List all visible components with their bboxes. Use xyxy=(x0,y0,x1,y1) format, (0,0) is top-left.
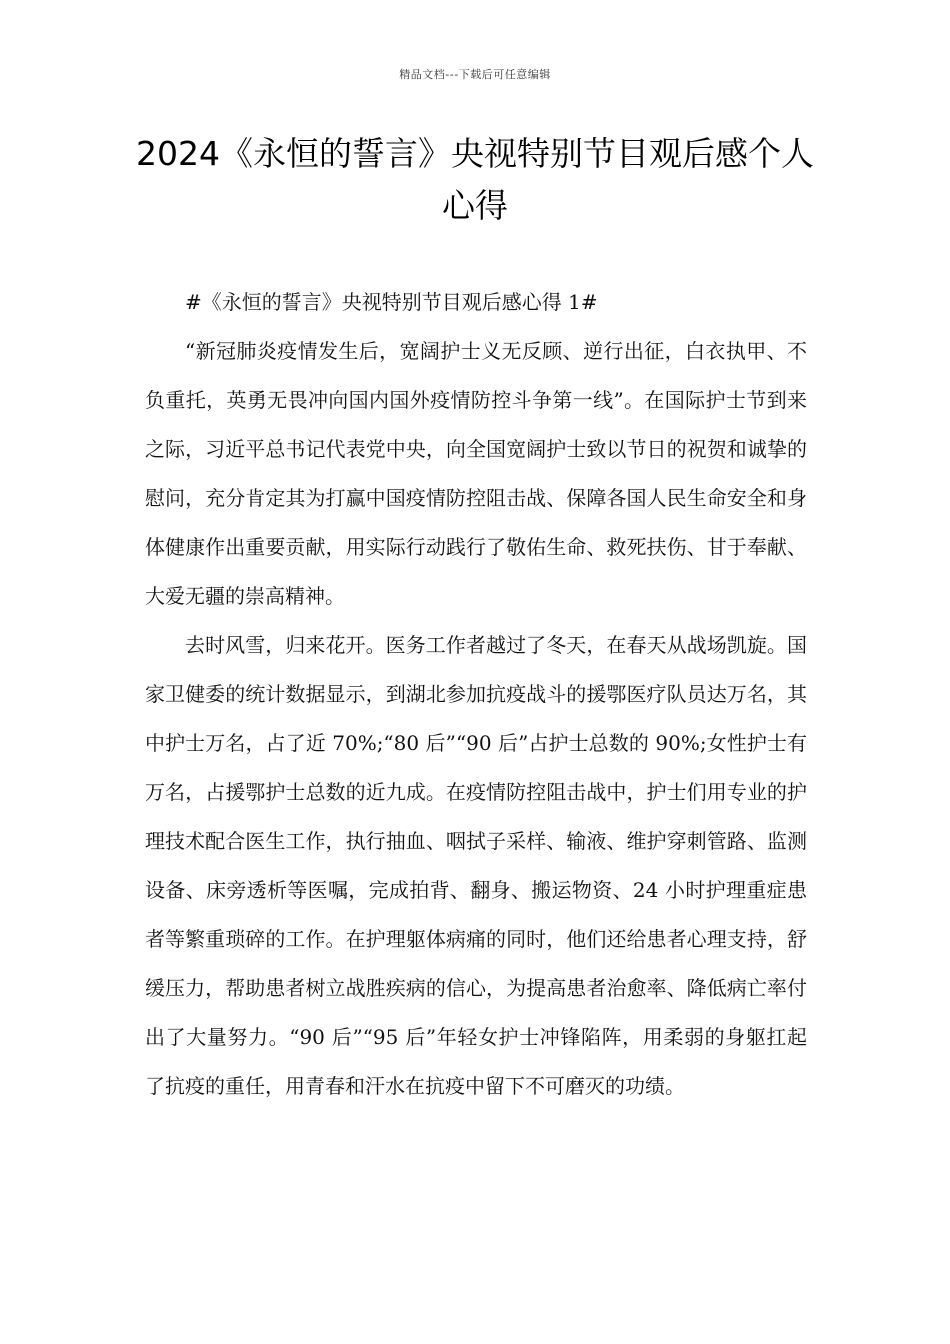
header-note: 精品文档---下载后可任意编辑 xyxy=(399,68,551,81)
document-body xyxy=(145,278,807,1111)
section-heading: #《永恒的誓言》央视特别节目观后感心得 1# xyxy=(185,290,598,314)
paragraph: 去时风雪，归来花开。医务工作者越过了冬天，在春天从战场凯旋。国家卫健委的统计数据显示，到湖北参加抗疫战斗的援鄂医疗队员达万名，其中护士万名，占了近 70%;“80 后”“90 后”占护士总数的 90%;女性护士有万名，占援鄂护士总数的近九成。在疫情防控阻击战中，护士们用专业的护理技术配合医生工作，执行抽血、咽拭子采样、输液、维护穿刺管路、监测设备、床旁透析等医嘱，完成拍背、翻身、搬运物资、24 小时护理重症患者等繁重琐碎的工作。在护理躯体病痛的同时，他们还给患者心理支持，舒缓压力，帮助患者树立战胜疾病的信心，为提高患者治愈率、降低病亡率付出了大量努力。“90 后”“95 后”年轻女护士冲锋陷阵，用柔弱的身躯扛起了抗疫的重任，用青春和汗水在抗疫中留下不可磨灭的功绩。 xyxy=(145,633,807,1098)
paragraph: “新冠肺炎疫情发生后，宽阔护士义无反顾、逆行出征，白衣执甲、不负重托，英勇无畏冲向国内国外疫情防控斗争第一线”。在国际护士节到来之际，习近平总书记代表党中央，向全国宽阔护士致以节日的祝贺和诚挚的慰问，充分肯定其为打赢中国疫情防控阻击战、保障各国人民生命安全和身体健康作出重要贡献，用实际行动践行了敬佑生命、救死扶伤、甘于奉献、大爱无疆的崇高精神。 xyxy=(145,339,807,608)
page-title: 2024《永恒的誓言》央视特别节目观后感个人心得 xyxy=(136,134,814,225)
